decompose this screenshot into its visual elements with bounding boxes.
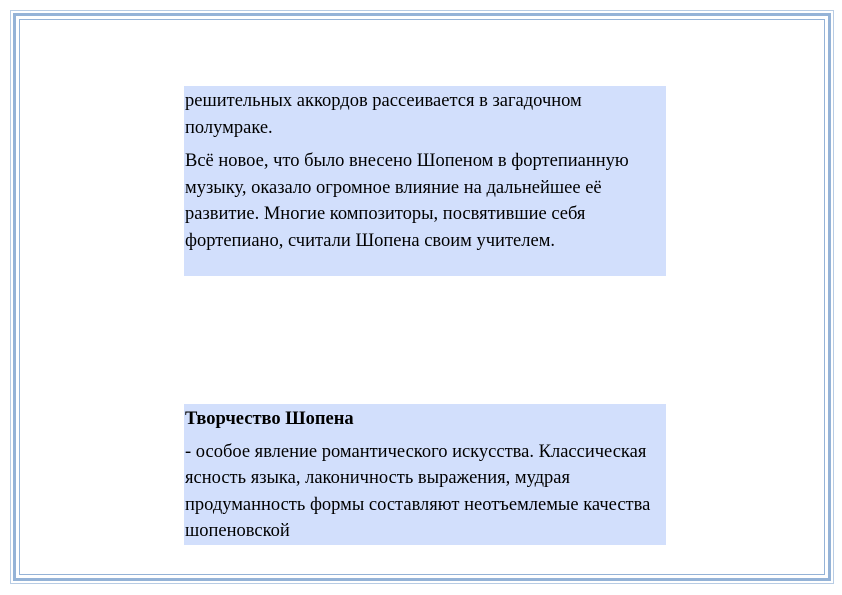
text-block-top xyxy=(184,86,666,276)
paragraph-ending: решительных аккордов рассеивается в загадочном полумраке. xyxy=(185,91,582,138)
text-block-bottom xyxy=(184,404,666,545)
section-heading: Творчество Шопена xyxy=(185,409,354,429)
paragraph-chopin-creativity: - особое явление романтического искусства. Классическая ясность языка, лаконичность выражения, мудрая продуманность формы составляют неотъемлемые качества шопеновской xyxy=(185,441,651,541)
paragraph-chopin-influence: Всё новое, что было внесено Шопеном в фортепианную музыку, оказало огромное влияние на дальнейшее её развитие. Многие композиторы, посвятившие себя фортепиано, считали Шопена своим учителем. xyxy=(185,151,629,251)
